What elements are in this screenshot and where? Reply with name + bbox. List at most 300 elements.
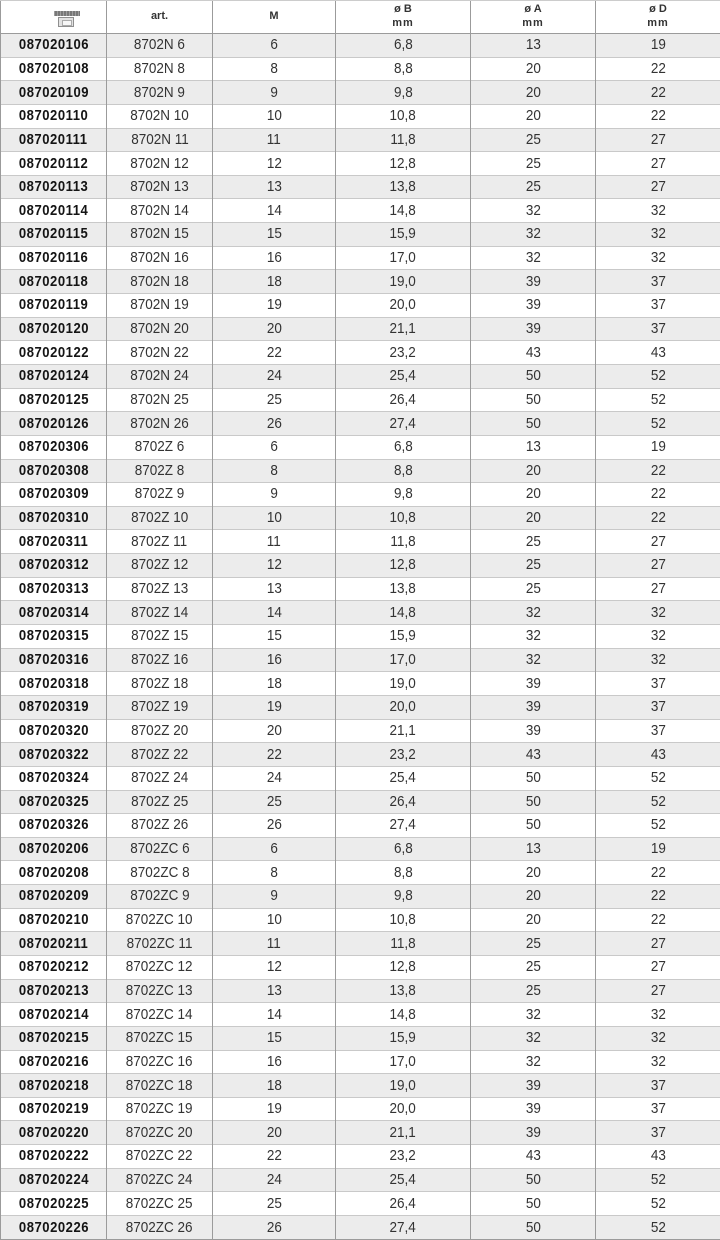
cell-value: 087020318 [18, 675, 89, 692]
cell-value: 32 [525, 627, 541, 645]
cell-m [213, 246, 336, 270]
cell-value: 18 [266, 272, 282, 290]
cell-m [213, 695, 336, 719]
cell-m [213, 766, 336, 790]
cell-d [596, 412, 720, 436]
cell-d [596, 695, 720, 719]
cell-value: 8702N 9 [133, 83, 186, 101]
cell-a [471, 34, 596, 58]
cell-b [336, 506, 471, 530]
cell-b [336, 270, 471, 294]
cell-value: 8702ZC 10 [126, 911, 193, 929]
table-row [1, 1145, 720, 1169]
cell-value: 25 [525, 580, 541, 598]
cell-value: 14,8 [389, 1005, 417, 1023]
table-row [1, 341, 720, 365]
cell-a [471, 1003, 596, 1027]
table-row [1, 1097, 720, 1121]
cell-m [213, 861, 336, 885]
cell-b [336, 979, 471, 1003]
cell-a [471, 625, 596, 649]
cell-value: 8702Z 13 [130, 580, 189, 598]
cell-value: 32 [525, 650, 541, 668]
cell-m [213, 790, 336, 814]
cell-code [1, 294, 107, 318]
cell-value: 15,9 [389, 1029, 417, 1047]
cell-m [213, 199, 336, 223]
cell-d [596, 719, 720, 743]
cell-value: 8702Z 8 [134, 461, 185, 479]
table-row [1, 412, 720, 436]
cell-value: 52 [650, 390, 666, 408]
cell-b [336, 1074, 471, 1098]
cell-value: 15 [266, 1029, 282, 1047]
cell-value: 32 [525, 603, 541, 621]
cell-art [107, 294, 213, 318]
cell-value: 087020113 [18, 179, 89, 196]
cell-value: 22 [650, 59, 666, 77]
cell-b [336, 695, 471, 719]
cell-art [107, 601, 213, 625]
cell-a [471, 81, 596, 105]
cell-b [336, 1050, 471, 1074]
cell-value: 8702Z 14 [130, 603, 189, 621]
cell-d [596, 294, 720, 318]
cell-value: 37 [650, 1123, 666, 1141]
cell-art [107, 695, 213, 719]
cell-b [336, 317, 471, 341]
cell-art [107, 1216, 213, 1240]
cell-value: 087020224 [18, 1172, 89, 1189]
cell-b [336, 1168, 471, 1192]
cell-b [336, 57, 471, 81]
cell-value: 27 [650, 958, 666, 976]
cell-value: 12 [266, 154, 282, 172]
cell-b [336, 837, 471, 861]
cell-value: 23,2 [389, 343, 417, 361]
cell-art [107, 388, 213, 412]
cell-art [107, 1192, 213, 1216]
cell-value: 27 [650, 130, 666, 148]
cell-a [471, 837, 596, 861]
table-header [1, 1, 720, 34]
cell-value: 20 [525, 911, 541, 929]
cell-value: 13,8 [389, 178, 417, 196]
cell-value: 8702ZC 19 [126, 1100, 193, 1118]
cell-m [213, 719, 336, 743]
cell-value: 14,8 [389, 201, 417, 219]
cell-m [213, 223, 336, 247]
cell-value: 6,8 [393, 36, 413, 54]
cell-d [596, 908, 720, 932]
cell-value: 22 [650, 509, 666, 527]
cell-value: 27 [650, 532, 666, 550]
cell-value: 087020226 [18, 1219, 89, 1236]
cell-value: 52 [650, 769, 666, 787]
cell-d [596, 932, 720, 956]
cell-code [1, 412, 107, 436]
cell-code [1, 955, 107, 979]
cell-a [471, 932, 596, 956]
cell-value: 8702Z 10 [130, 509, 189, 527]
cell-b [336, 601, 471, 625]
header-label: ø A [524, 3, 542, 16]
cell-value: 8702N 12 [130, 154, 189, 172]
cell-value: 50 [525, 1218, 541, 1236]
cell-a [471, 530, 596, 554]
cell-code [1, 483, 107, 507]
cell-a [471, 1121, 596, 1145]
cell-value: 25 [525, 178, 541, 196]
cell-m [213, 1192, 336, 1216]
cell-value: 8 [270, 461, 278, 479]
cell-value: 25 [266, 1194, 282, 1212]
cell-value: 12 [266, 556, 282, 574]
cell-value: 11 [266, 532, 282, 550]
cell-value: 087020110 [18, 108, 89, 125]
cell-art [107, 955, 213, 979]
table-row [1, 979, 720, 1003]
cell-m [213, 506, 336, 530]
cell-value: 19 [650, 36, 666, 54]
cell-art [107, 932, 213, 956]
cell-value: 8702N 20 [130, 320, 189, 337]
cell-b [336, 388, 471, 412]
cell-d [596, 672, 720, 696]
cell-value: 087020120 [18, 321, 89, 337]
cell-value: 8702Z 15 [130, 627, 189, 645]
cell-a [471, 955, 596, 979]
table-row [1, 861, 720, 885]
table-row [1, 1074, 720, 1098]
cell-value: 087020214 [18, 1006, 89, 1023]
table-row [1, 695, 720, 719]
cell-d [596, 814, 720, 838]
cell-a [471, 128, 596, 152]
cell-art [107, 719, 213, 743]
cell-value: 8702N 8 [133, 59, 186, 77]
cell-art [107, 1050, 213, 1074]
cell-value: 8702N 19 [130, 296, 189, 314]
cell-d [596, 979, 720, 1003]
cell-value: 17,0 [389, 1052, 417, 1070]
cell-value: 12,8 [389, 154, 417, 172]
cell-value: 50 [525, 792, 541, 810]
cell-b [336, 719, 471, 743]
cell-value: 32 [525, 1005, 541, 1023]
cell-value: 13 [266, 178, 282, 196]
cell-code [1, 175, 107, 199]
cell-value: 8702N 16 [130, 249, 189, 267]
cell-value: 20 [525, 509, 541, 527]
cell-b [336, 1192, 471, 1216]
table-row [1, 223, 720, 247]
cell-art [107, 341, 213, 365]
cell-value: 37 [650, 721, 666, 739]
cell-code [1, 648, 107, 672]
cell-value: 8,8 [393, 461, 413, 479]
cell-value: 50 [525, 1171, 541, 1189]
cell-code [1, 861, 107, 885]
cell-value: 32 [650, 603, 666, 621]
cell-value: 19 [266, 1100, 282, 1118]
table-row [1, 790, 720, 814]
cell-value: 27,4 [389, 816, 417, 834]
cell-value: 37 [650, 272, 666, 290]
cell-d [596, 601, 720, 625]
table-row [1, 246, 720, 270]
cell-code [1, 743, 107, 767]
cell-value: 39 [525, 272, 541, 290]
cell-a [471, 648, 596, 672]
cell-code [1, 577, 107, 601]
cell-b [336, 955, 471, 979]
cell-value: 50 [525, 390, 541, 408]
cell-value: 43 [650, 1147, 666, 1165]
cell-value: 37 [650, 698, 666, 716]
cell-a [471, 1097, 596, 1121]
cell-value: 8702Z 26 [130, 816, 189, 834]
cell-value: 11 [266, 934, 282, 952]
cell-m [213, 175, 336, 199]
cell-value: 8702ZC 18 [126, 1076, 193, 1094]
cell-value: 32 [525, 249, 541, 267]
cell-value: 19,0 [389, 1076, 417, 1094]
table-row [1, 317, 720, 341]
cell-value: 43 [525, 1147, 541, 1165]
cell-art [107, 175, 213, 199]
header-unit: mm [522, 17, 544, 29]
cell-code [1, 317, 107, 341]
cell-b [336, 294, 471, 318]
cell-a [471, 175, 596, 199]
cell-code [1, 601, 107, 625]
cell-art [107, 577, 213, 601]
cell-value: 27 [650, 934, 666, 952]
cell-value: 20 [525, 461, 541, 479]
table-row [1, 719, 720, 743]
cell-value: 39 [525, 674, 541, 692]
cell-a [471, 577, 596, 601]
cell-code [1, 932, 107, 956]
cell-value: 14 [266, 603, 282, 621]
table-row [1, 364, 720, 388]
cell-a [471, 1050, 596, 1074]
cell-value: 8 [270, 59, 278, 77]
cell-m [213, 1026, 336, 1050]
cell-value: 43 [650, 343, 666, 361]
table-row [1, 294, 720, 318]
cell-value: 8702Z 16 [130, 650, 189, 668]
header-label: ø B [394, 3, 412, 16]
cell-value: 10,8 [389, 911, 417, 929]
cell-value: 20 [525, 59, 541, 77]
cell-a [471, 223, 596, 247]
cell-b [336, 554, 471, 578]
cell-value: 22 [650, 461, 666, 479]
cell-code [1, 246, 107, 270]
cell-value: 14,8 [389, 603, 417, 621]
cell-m [213, 554, 336, 578]
cell-value: 26,4 [389, 390, 417, 408]
cell-value: 23,2 [389, 745, 417, 763]
cell-value: 22 [650, 83, 666, 101]
cell-value: 15,9 [389, 225, 417, 243]
cell-value: 37 [650, 1076, 666, 1094]
cell-art [107, 1026, 213, 1050]
cell-d [596, 1216, 720, 1240]
cell-value: 087020312 [18, 557, 89, 574]
cell-art [107, 104, 213, 128]
cell-art [107, 506, 213, 530]
cell-m [213, 388, 336, 412]
cell-value: 52 [650, 1194, 666, 1212]
cell-value: 50 [525, 367, 541, 385]
cell-art [107, 1168, 213, 1192]
cell-value: 22 [650, 863, 666, 881]
cell-value: 8702ZC 14 [126, 1005, 193, 1023]
cell-a [471, 1145, 596, 1169]
cell-value: 24 [266, 769, 282, 787]
cell-code [1, 530, 107, 554]
cell-m [213, 672, 336, 696]
cell-m [213, 601, 336, 625]
cell-value: 37 [650, 296, 666, 314]
column-header-diameter-a [471, 1, 596, 34]
cell-b [336, 1216, 471, 1240]
cell-value: 8702Z 19 [130, 698, 189, 716]
cell-art [107, 412, 213, 436]
cell-value: 8702N 22 [130, 343, 189, 361]
cell-value: 27 [650, 154, 666, 172]
cell-value: 16 [266, 249, 282, 267]
cell-art [107, 435, 213, 459]
cell-value: 27 [650, 580, 666, 598]
cell-b [336, 625, 471, 649]
cell-value: 087020310 [18, 510, 89, 527]
cell-value: 12,8 [389, 556, 417, 574]
cell-value: 19 [266, 296, 282, 314]
cell-code [1, 1097, 107, 1121]
cell-a [471, 885, 596, 909]
table-row [1, 672, 720, 696]
cell-value: 37 [650, 1100, 666, 1118]
cell-value: 26,4 [389, 1194, 417, 1212]
table-row [1, 601, 720, 625]
cell-art [107, 908, 213, 932]
cell-value: 087020313 [18, 581, 89, 598]
cell-m [213, 81, 336, 105]
cell-art [107, 790, 213, 814]
cell-value: 24 [266, 367, 282, 385]
cell-art [107, 861, 213, 885]
cell-art [107, 1003, 213, 1027]
cell-value: 20 [525, 485, 541, 503]
cell-value: 10 [266, 911, 282, 929]
cell-value: 8702N 25 [130, 390, 189, 408]
cell-d [596, 885, 720, 909]
cell-value: 19 [650, 840, 666, 858]
cell-value: 20 [525, 107, 541, 125]
cell-b [336, 1145, 471, 1169]
table-row [1, 128, 720, 152]
cell-value: 087020319 [18, 699, 89, 716]
cell-value: 087020112 [18, 155, 89, 172]
cell-code [1, 364, 107, 388]
cell-code [1, 57, 107, 81]
cell-value: 087020324 [18, 770, 89, 787]
table-row [1, 625, 720, 649]
cell-value: 6 [270, 840, 278, 858]
cell-m [213, 459, 336, 483]
cell-d [596, 577, 720, 601]
cell-value: 087020220 [18, 1124, 89, 1141]
package-icon-base [54, 11, 80, 16]
cell-code [1, 199, 107, 223]
cell-code [1, 1216, 107, 1240]
cell-m [213, 932, 336, 956]
cell-value: 25 [525, 532, 541, 550]
cell-a [471, 601, 596, 625]
cell-a [471, 341, 596, 365]
cell-art [107, 317, 213, 341]
cell-m [213, 34, 336, 58]
cell-m [213, 1145, 336, 1169]
cell-art [107, 152, 213, 176]
cell-value: 15,9 [389, 627, 417, 645]
cell-value: 22 [266, 343, 282, 361]
cell-value: 20,0 [389, 698, 417, 716]
table-row [1, 1050, 720, 1074]
cell-d [596, 81, 720, 105]
cell-a [471, 270, 596, 294]
cell-a [471, 814, 596, 838]
cell-value: 9,8 [393, 887, 413, 905]
cell-value: 087020326 [18, 817, 89, 834]
cell-value: 087020108 [18, 60, 89, 77]
cell-value: 32 [650, 627, 666, 645]
cell-d [596, 317, 720, 341]
cell-d [596, 861, 720, 885]
cell-code [1, 766, 107, 790]
header-unit: mm [392, 17, 414, 29]
cell-code [1, 1003, 107, 1027]
cell-m [213, 412, 336, 436]
cell-d [596, 246, 720, 270]
cell-a [471, 790, 596, 814]
cell-value: 16 [266, 650, 282, 668]
cell-value: 19,0 [389, 272, 417, 290]
table-row [1, 152, 720, 176]
cell-b [336, 766, 471, 790]
cell-value: 25,4 [389, 367, 417, 385]
cell-value: 32 [525, 201, 541, 219]
cell-value: 22 [650, 485, 666, 503]
cell-value: 8702ZC 6 [129, 840, 190, 858]
cell-d [596, 554, 720, 578]
cell-value: 087020212 [18, 959, 89, 976]
cell-value: 52 [650, 1171, 666, 1189]
table-row [1, 530, 720, 554]
cell-d [596, 955, 720, 979]
cell-art [107, 223, 213, 247]
table-row [1, 554, 720, 578]
cell-a [471, 908, 596, 932]
cell-value: 20 [266, 1123, 282, 1141]
cell-d [596, 223, 720, 247]
cell-m [213, 1168, 336, 1192]
cell-b [336, 175, 471, 199]
